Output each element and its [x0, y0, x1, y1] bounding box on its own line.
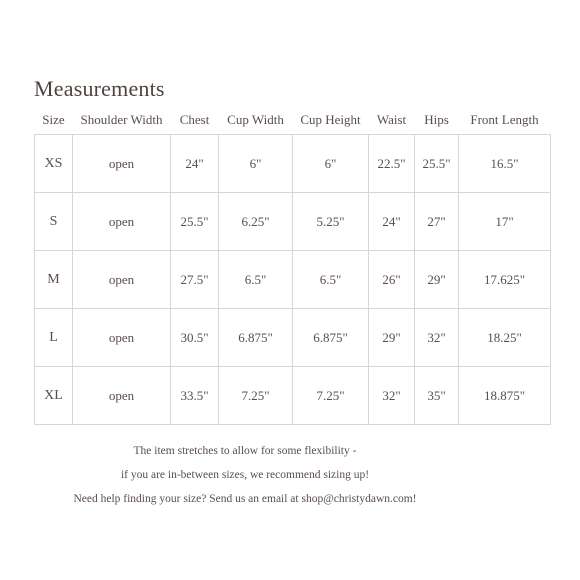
table-row	[35, 309, 551, 367]
chest-cell: 33.5"	[171, 367, 219, 425]
cup-width-cell: 6.875"	[219, 309, 293, 367]
front-length-cell: 18.875"	[459, 367, 551, 425]
size-cell: L	[35, 309, 73, 367]
waist-cell: 24"	[369, 193, 415, 251]
column-header-size: Size	[42, 112, 65, 127]
chest-cell: 27.5"	[171, 251, 219, 309]
cup-height-cell: 6.875"	[293, 309, 369, 367]
note-contact: Need help finding your size? Send us an email at shop@christydawn.com!	[73, 493, 417, 505]
front-length-cell: 17"	[459, 193, 551, 251]
hips-cell: 25.5"	[415, 135, 459, 193]
size-cell: M	[35, 251, 73, 309]
table-row	[35, 193, 551, 251]
waist-cell: 29"	[369, 309, 415, 367]
column-header-waist: Waist	[376, 112, 407, 127]
cup-width-cell: 7.25"	[219, 367, 293, 425]
hips-cell: 27"	[415, 193, 459, 251]
page-title: Measurements	[34, 76, 165, 101]
shoulder-width-cell: open	[73, 193, 171, 251]
cup-width-cell: 6"	[219, 135, 293, 193]
waist-cell: 32"	[369, 367, 415, 425]
note-sizing: if you are in-between sizes, we recommend sizing up!	[120, 469, 370, 481]
shoulder-width-cell: open	[73, 251, 171, 309]
front-length-cell: 16.5"	[459, 135, 551, 193]
cup-width-cell: 6.5"	[219, 251, 293, 309]
shoulder-width-cell: open	[73, 135, 171, 193]
column-header-cup-height: Cup Height	[300, 112, 361, 127]
chest-cell: 30.5"	[171, 309, 219, 367]
chest-cell: 24"	[171, 135, 219, 193]
size-cell: XS	[35, 135, 73, 193]
front-length-cell: 18.25"	[459, 309, 551, 367]
column-header-chest: Chest	[179, 112, 210, 127]
hips-cell: 32"	[415, 309, 459, 367]
shoulder-width-cell: open	[73, 309, 171, 367]
measurements-table	[34, 106, 551, 425]
cup-height-cell: 6.5"	[293, 251, 369, 309]
table-row	[35, 251, 551, 309]
column-header-shoulder-width: Shoulder Width	[80, 112, 163, 127]
size-cell: XL	[35, 367, 73, 425]
waist-cell: 22.5"	[369, 135, 415, 193]
table-row	[35, 135, 551, 193]
column-header-front-length: Front Length	[470, 112, 539, 127]
size-cell: S	[35, 193, 73, 251]
note-stretch: The item stretches to allow for some flexibility -	[133, 445, 357, 457]
cup-height-cell: 7.25"	[293, 367, 369, 425]
cup-width-cell: 6.25"	[219, 193, 293, 251]
chest-cell: 25.5"	[171, 193, 219, 251]
cup-height-cell: 6"	[293, 135, 369, 193]
column-header-cup-width: Cup Width	[227, 112, 284, 127]
waist-cell: 26"	[369, 251, 415, 309]
hips-cell: 35"	[415, 367, 459, 425]
cup-height-cell: 5.25"	[293, 193, 369, 251]
front-length-cell: 17.625"	[459, 251, 551, 309]
shoulder-width-cell: open	[73, 367, 171, 425]
column-header-hips: Hips	[424, 112, 449, 127]
hips-cell: 29"	[415, 251, 459, 309]
table-header-row	[35, 106, 551, 135]
table-row	[35, 367, 551, 425]
